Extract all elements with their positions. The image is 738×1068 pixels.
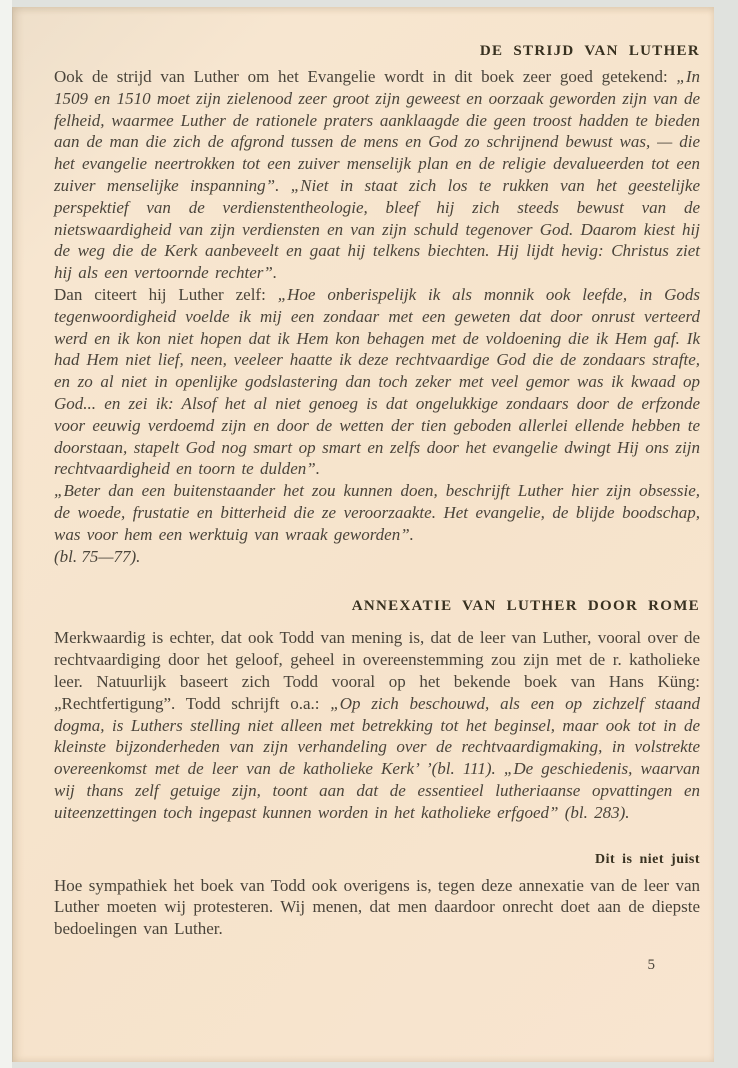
paragraph-strijd — [54, 66, 700, 284]
paragraph-beter-dan — [54, 480, 700, 545]
heading-dit-is-niet-juist: Dit is niet juist — [595, 851, 700, 867]
heading-annexatie-van-luther: ANNEXATIE VAN LUTHER DOOR ROME — [351, 598, 700, 615]
paragraph-annexatie — [54, 627, 700, 823]
paragraph-lead-text: Ook de strijd van Luther om het Evangelie wordt in dit boek zeer goed getekend: — [54, 67, 677, 86]
page-number-row — [54, 957, 700, 974]
page-reference: (bl. 75—77). — [54, 546, 141, 566]
paragraph-protest — [54, 875, 700, 940]
scan-left-strip — [0, 0, 12, 1068]
paragraph-lead-text: Dan citeert hij Luther zelf: — [54, 284, 278, 304]
text-column — [54, 7, 700, 974]
paragraph-luther-citaat — [54, 284, 700, 480]
paragraph-quote-text: „Hoe onberispelijk ik als monnik ook leefde, in Gods tegenwoordigheid voelde ik mij een zondaar met een geweten dat door onrust verteerd werd en ik kon niet hopen dat ik Hem kon behagen met de voldoening die ik Hem gaf. Ik had Hem niet lief, neen, veeleer haatte ik deze rechtvaardige God die de zondaars strafte, en zo al niet in openlijke godslastering dan toch zeker met veel gemor was ik kwaad op God... en zei ik: Alsof het al niet genoeg is dat ongelukkige zondaars door de erfzonde voor eeuwig verdoemd zijn en door de wetten der tien geboden allerlei ellende hebben te doorstaan, stapelt God nog smart op smart en zelfs door het evangelie dwingt Hij ons zijn rechtvaardigheid en toorn te dulden”. — [54, 284, 701, 479]
paragraph-quote-text: „Op zich beschouwd, als een op zichzelf staand dogma, is Luthers stelling niet alleen met betrekking tot het beginsel, maar ook tot in de kleinste bijzonderheden van zijn verhandeling over de rechtvaardigmaking, in volstrekte overeenkomst met de leer van de katholieke Kerk’ ’(bl. 111). „De geschiedenis, waarvan wij thans zelf getuige zijn, toont aan dat de essentieel lutheriaanse opvattingen en uiteenzettingen toch ingepast kunnen worden in het katholieke erfgoed” (bl. 283). — [54, 693, 701, 822]
paragraph-lead-text: Merkwaardig is echter, dat ook Todd van mening is, dat de leer van Luther, vooral over de rechtvaardiging door het geloof, geheel in overeenstemming zou zijn met de r. katholieke leer. Natuurlijk baseert zich Todd vooral op het bekende boek van Hans Küng: „Rechtfertigung”. Todd schrijft o.a.: — [54, 628, 700, 713]
heading-de-strijd-van-luther: DE STRIJD VAN LUTHER — [479, 43, 700, 59]
paragraph-quote-text: „In 1509 en 1510 moet zijn zielenood zeer groot zijn geweest en oorzaak geworden zijn van de felheid, waarmee Luther de rationele praters aanklaagde die geen troost hadden te bieden aan de man die zich de afgrond tussen de mens en God zo schrijnend bewust was, — die het evangelie neertrokken tot een zuiver menselijk plan en de religie devalueerden tot een zuiver menselijke inspanning”. „Niet in staat zich los te rukken van het geestelijke perspektief van de verdienstentheologie, bleef hij zich steeds bewust van de nietswaardigheid van zijn verdiensten en van zijn schuld tegenover God. Daarom kiest hij de weg die de Kerk aanbeveelt en gaat hij telkens biechten. Hij lijdt hevig: Christus ziet hij als een vertoornde rechter”. — [54, 67, 700, 283]
paragraph-text: Hoe sympathiek het boek van Todd ook overigens is, tegen deze annexatie van de leer van Luther moeten wij protesteren. Wij menen, dat men daardoor onrecht doet aan de diepste bedoelingen van Luther. — [54, 875, 700, 939]
page-number: 5 — [647, 956, 655, 973]
paragraph-quote-text: „Beter dan een buitenstaander het zou kunnen doen, beschrijft Luther hier zijn obsessie, de woede, frustatie en bitterheid die ze veroorzaakte. Het evangelie, de blijde boodschap, was voor hem een werktuig van wraak geworden”. — [54, 481, 700, 544]
book-page — [12, 7, 714, 1062]
